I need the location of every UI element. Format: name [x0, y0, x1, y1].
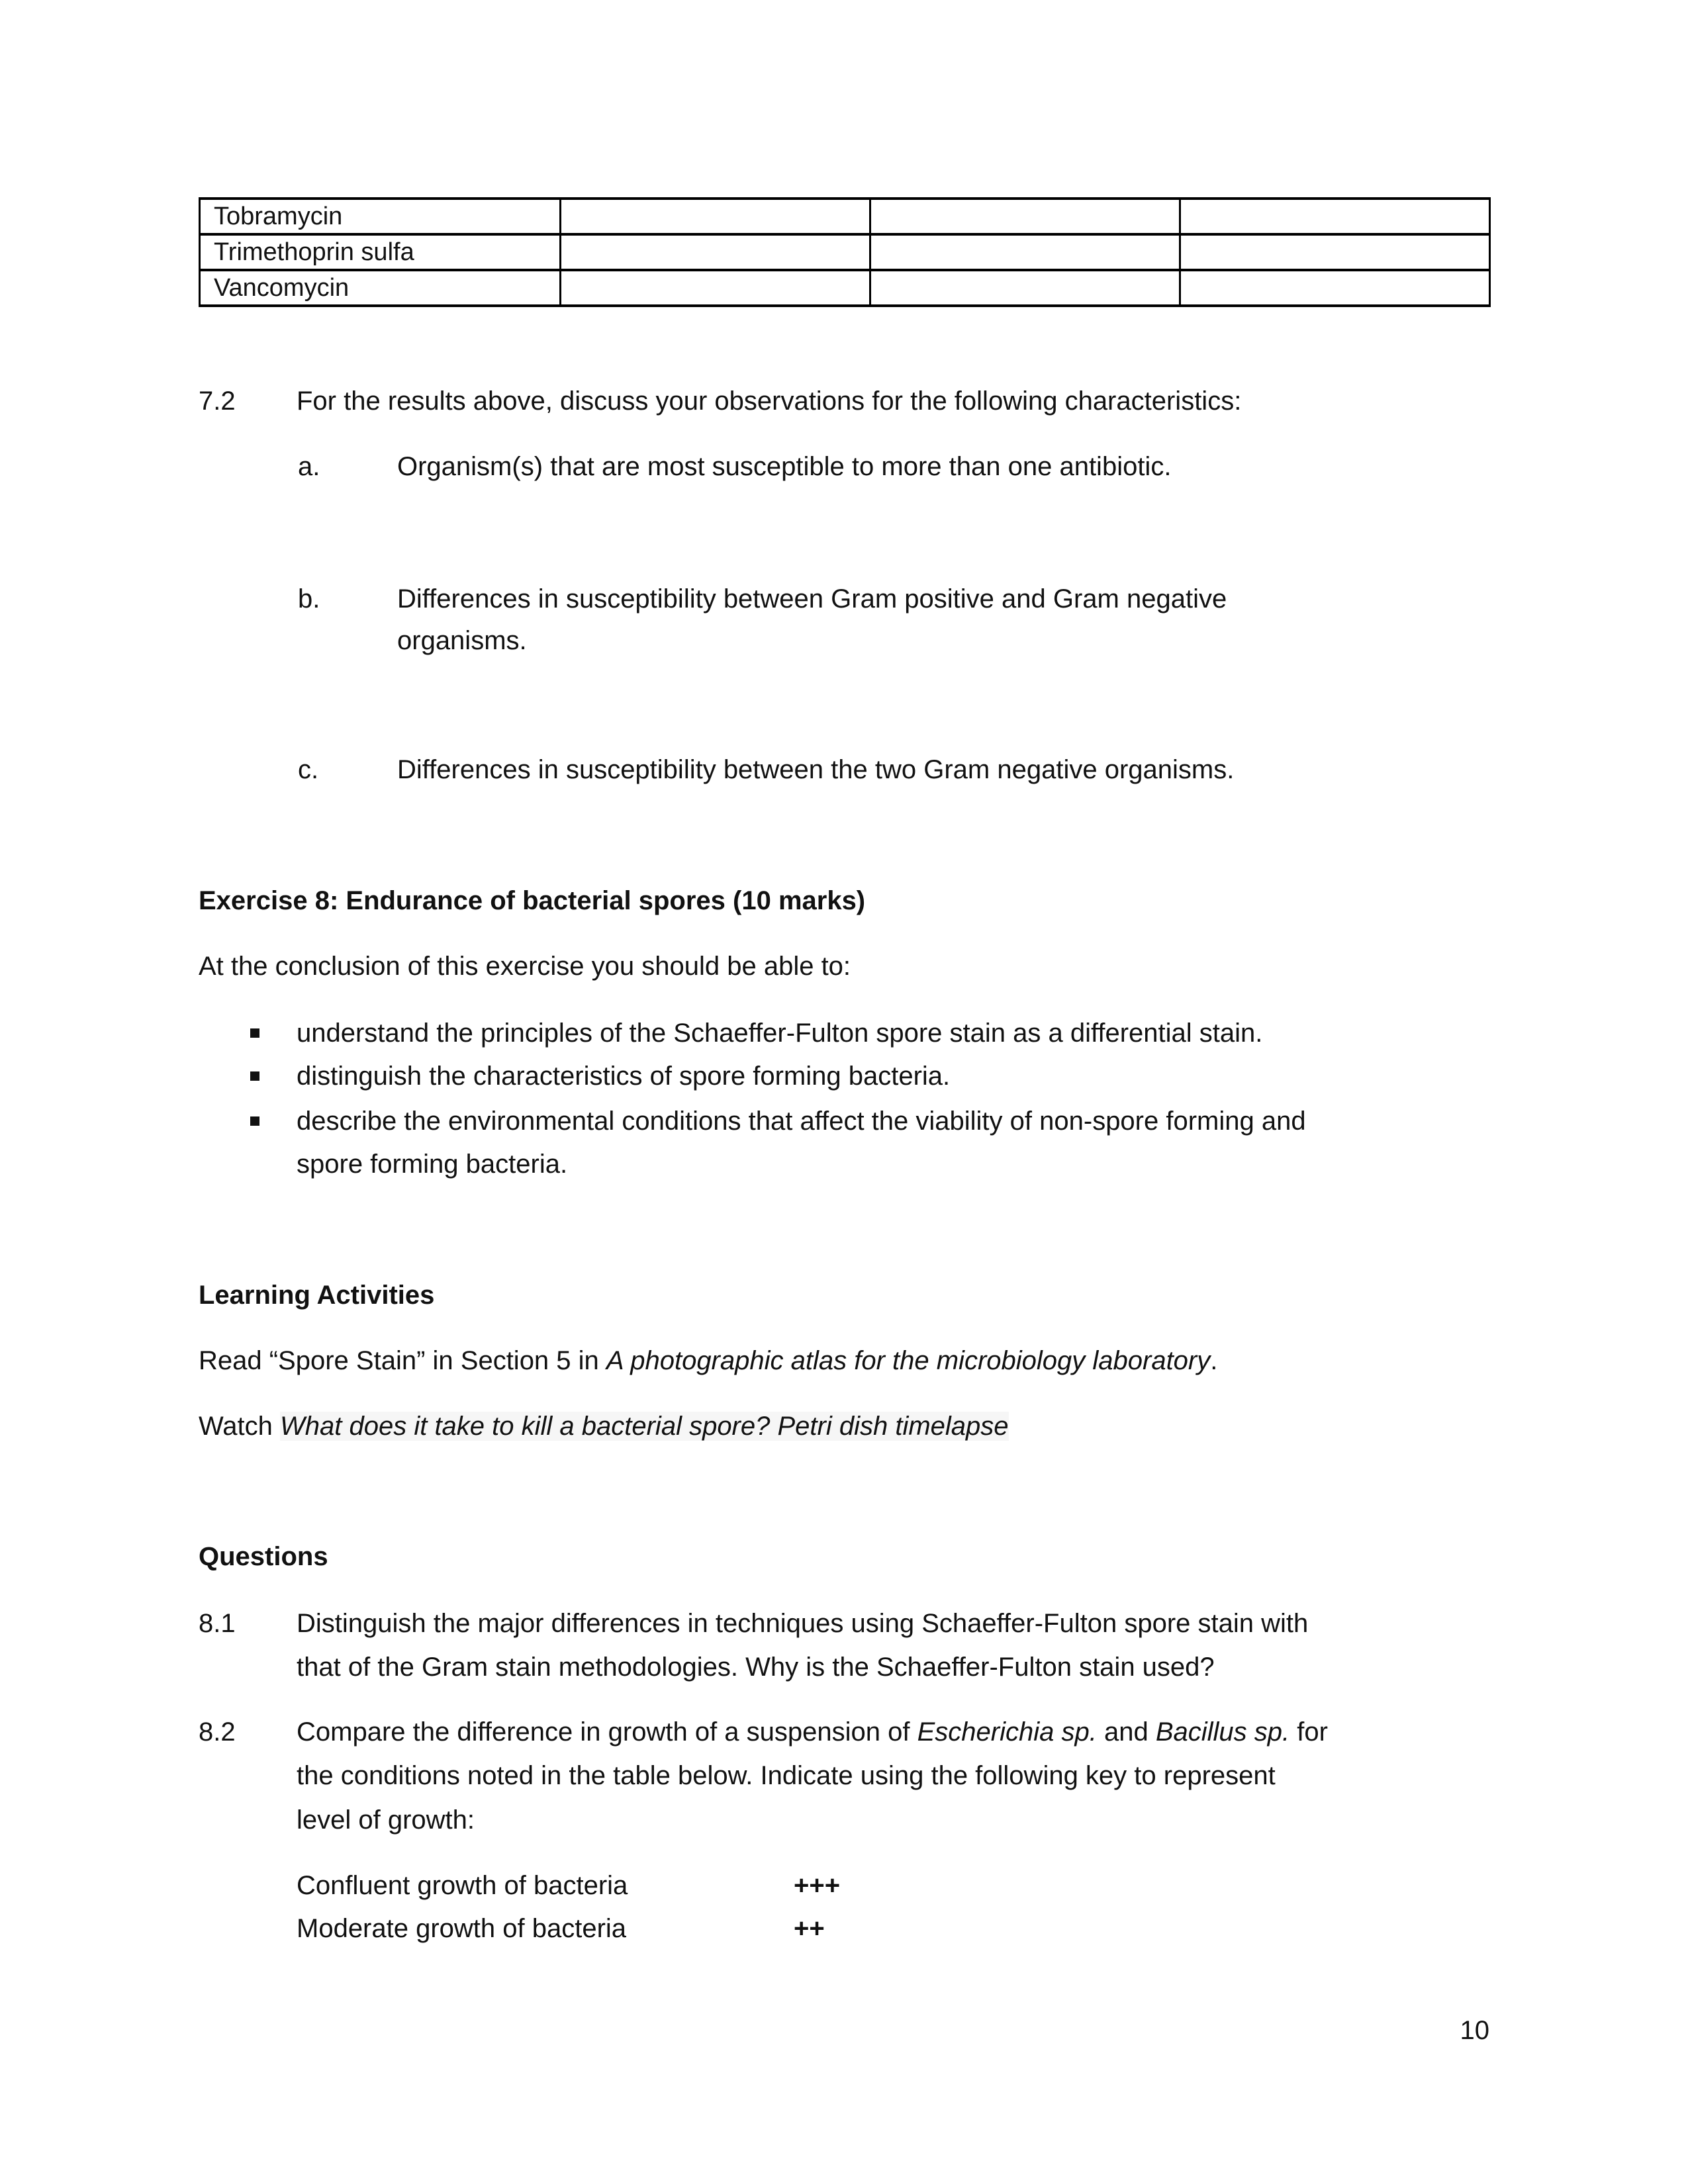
bullet-icon [250, 1028, 259, 1038]
result-cell [1180, 234, 1490, 270]
book-title: A photographic atlas for the microbiology laboratory [606, 1346, 1211, 1375]
table-row [200, 234, 1490, 270]
organism-name: Escherichia sp. [917, 1717, 1097, 1747]
item-label: c. [298, 755, 319, 784]
key-symbol: ++ [794, 1914, 825, 1943]
result-cell [870, 270, 1180, 306]
watch-activity [199, 1404, 1009, 1448]
question-number: 7.2 [199, 387, 236, 416]
key-symbol: +++ [794, 1871, 841, 1900]
result-cell [1180, 199, 1490, 234]
item-text: Differences in susceptibility between Gram positive and Gram negative [397, 584, 1227, 614]
item-label: b. [298, 584, 320, 614]
question-number: 8.2 [199, 1717, 236, 1747]
antibiotic-name: Vancomycin [200, 270, 561, 306]
exercise-title: Exercise 8: Endurance of bacterial spores (10 marks) [199, 886, 866, 915]
exercise-intro: At the conclusion of this exercise you should be able to: [199, 952, 851, 981]
page-number: 10 [1460, 2016, 1489, 2045]
question-text [297, 1710, 1328, 1754]
read-prefix: Read “Spore Stain” in Section 5 in [199, 1346, 606, 1375]
video-link[interactable]: What does it take to kill a bacterial spore? Petri dish timelapse [280, 1412, 1009, 1441]
bullet-icon [250, 1116, 259, 1126]
questions-heading: Questions [199, 1542, 328, 1571]
item-text: Differences in susceptibility between the two Gram negative organisms. [397, 755, 1235, 784]
text: for [1289, 1717, 1328, 1747]
result-cell [561, 199, 870, 234]
objective: distinguish the characteristics of spore forming bacteria. [297, 1062, 951, 1091]
question-text: level of growth: [297, 1805, 475, 1835]
result-cell [870, 199, 1180, 234]
text: Compare the difference in growth of a suspension of [297, 1717, 917, 1747]
antibiotic-name: Trimethoprin sulfa [200, 234, 561, 270]
learning-heading: Learning Activities [199, 1281, 435, 1310]
read-activity [199, 1339, 1217, 1383]
key-label: Confluent growth of bacteria [297, 1871, 628, 1900]
question-text: that of the Gram stain methodologies. Why is the Schaeffer-Fulton stain used? [297, 1653, 1215, 1682]
item-label: a. [298, 452, 320, 481]
objective: describe the environmental conditions that affect the viability of non-spore forming and [297, 1107, 1306, 1136]
question-text: Distinguish the major differences in techniques using Schaeffer-Fulton spore stain with [297, 1609, 1309, 1638]
table-row [200, 270, 1490, 306]
read-suffix: . [1210, 1346, 1218, 1375]
antibiotic-name: Tobramycin [200, 199, 561, 234]
key-label: Moderate growth of bacteria [297, 1914, 627, 1943]
bullet-icon [250, 1071, 259, 1081]
item-text: organisms. [397, 626, 527, 655]
objective: understand the principles of the Schaeffer-Fulton spore stain as a differential stain. [297, 1019, 1263, 1048]
result-cell [1180, 270, 1490, 306]
result-cell [561, 234, 870, 270]
question-number: 8.1 [199, 1609, 236, 1638]
text: and [1096, 1717, 1156, 1747]
antibiotic-results-table [199, 197, 1491, 307]
question-text: the conditions noted in the table below. Indicate using the following key to represent [297, 1761, 1276, 1790]
question-text: For the results above, discuss your observations for the following characteristics: [297, 387, 1242, 416]
result-cell [870, 234, 1180, 270]
watch-prefix: Watch [199, 1412, 280, 1441]
objective: spore forming bacteria. [297, 1150, 568, 1179]
table-row [200, 199, 1490, 234]
item-text: Organism(s) that are most susceptible to more than one antibiotic. [397, 452, 1172, 481]
result-cell [561, 270, 870, 306]
organism-name: Bacillus sp. [1155, 1717, 1290, 1747]
